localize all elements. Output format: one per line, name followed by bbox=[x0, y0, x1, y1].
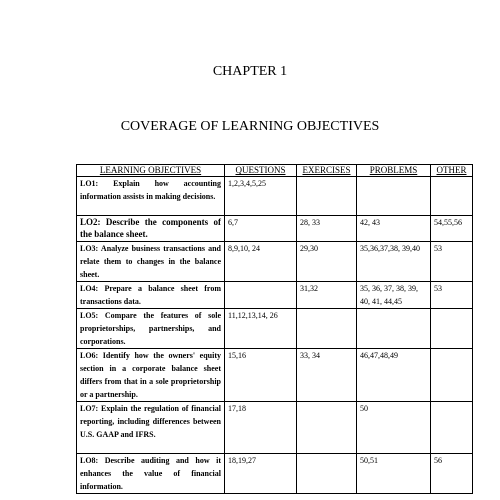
objective-cell: LO7: Explain the regulation of financial reporting, including differences between U.S. GAAP and IFRS. bbox=[77, 402, 225, 454]
table-row bbox=[77, 309, 473, 349]
other-cell bbox=[431, 309, 473, 349]
learning-objectives-table bbox=[76, 164, 473, 494]
objective-cell: LO4: Prepare a balance sheet from transactions data. bbox=[77, 282, 225, 309]
exercises-cell: 33, 34 bbox=[297, 349, 357, 402]
table-row bbox=[77, 282, 473, 309]
column-header-other: OTHER bbox=[431, 165, 473, 177]
other-cell bbox=[431, 177, 473, 216]
other-cell bbox=[431, 349, 473, 402]
problems-cell: 35, 36, 37, 38, 39, 40, 41, 44,45 bbox=[357, 282, 431, 309]
problems-cell: 42, 43 bbox=[357, 216, 431, 242]
problems-cell: 50,51 bbox=[357, 454, 431, 494]
questions-cell: 6,7 bbox=[225, 216, 297, 242]
table-row bbox=[77, 454, 473, 494]
objective-cell: LO2: Describe the components of the balance sheet. bbox=[77, 216, 225, 242]
other-cell: 53 bbox=[431, 242, 473, 282]
other-cell: 53 bbox=[431, 282, 473, 309]
questions-cell: 8,9,10, 24 bbox=[225, 242, 297, 282]
table-row bbox=[77, 177, 473, 216]
questions-cell bbox=[225, 282, 297, 309]
table-row bbox=[77, 402, 473, 454]
questions-cell: 11,12,13,14, 26 bbox=[225, 309, 297, 349]
objective-cell: LO6: Identify how the owners' equity section in a corporate balance sheet differs from that in a sole proprietorship or a partnership. bbox=[77, 349, 225, 402]
exercises-cell bbox=[297, 309, 357, 349]
questions-cell: 1,2,3,4,5,25 bbox=[225, 177, 297, 216]
objective-cell: LO3: Analyze business transactions and relate them to changes in the balance sheet. bbox=[77, 242, 225, 282]
questions-cell: 17,18 bbox=[225, 402, 297, 454]
questions-cell: 18,19,27 bbox=[225, 454, 297, 494]
exercises-cell: 31,32 bbox=[297, 282, 357, 309]
objective-cell: LO1: Explain how accounting information assists in making decisions. bbox=[77, 177, 225, 216]
column-header-exercises: EXERCISES bbox=[297, 165, 357, 177]
table-row bbox=[77, 216, 473, 242]
other-cell: 56 bbox=[431, 454, 473, 494]
table-row bbox=[77, 349, 473, 402]
problems-cell bbox=[357, 309, 431, 349]
objective-cell: LO8: Describe auditing and how it enhances the value of financial information. bbox=[77, 454, 225, 494]
exercises-cell bbox=[297, 177, 357, 216]
other-cell bbox=[431, 402, 473, 454]
objective-cell: LO5: Compare the features of sole proprietorships, partnerships, and corporations. bbox=[77, 309, 225, 349]
column-header-questions: QUESTIONS bbox=[225, 165, 297, 177]
table-row bbox=[77, 242, 473, 282]
page-title: COVERAGE OF LEARNING OBJECTIVES bbox=[120, 119, 380, 134]
exercises-cell bbox=[297, 454, 357, 494]
problems-cell: 46,47,48,49 bbox=[357, 349, 431, 402]
chapter-heading: CHAPTER 1 bbox=[212, 64, 288, 79]
table-header-row bbox=[77, 165, 473, 177]
problems-cell: 50 bbox=[357, 402, 431, 454]
questions-cell: 15,16 bbox=[225, 349, 297, 402]
exercises-cell: 29,30 bbox=[297, 242, 357, 282]
problems-cell bbox=[357, 177, 431, 216]
exercises-cell bbox=[297, 402, 357, 454]
column-header-learning-objectives: LEARNING OBJECTIVES bbox=[77, 165, 225, 177]
other-cell: 54,55,56 bbox=[431, 216, 473, 242]
column-header-problems: PROBLEMS bbox=[357, 165, 431, 177]
problems-cell: 35,36,37,38, 39,40 bbox=[357, 242, 431, 282]
exercises-cell: 28, 33 bbox=[297, 216, 357, 242]
